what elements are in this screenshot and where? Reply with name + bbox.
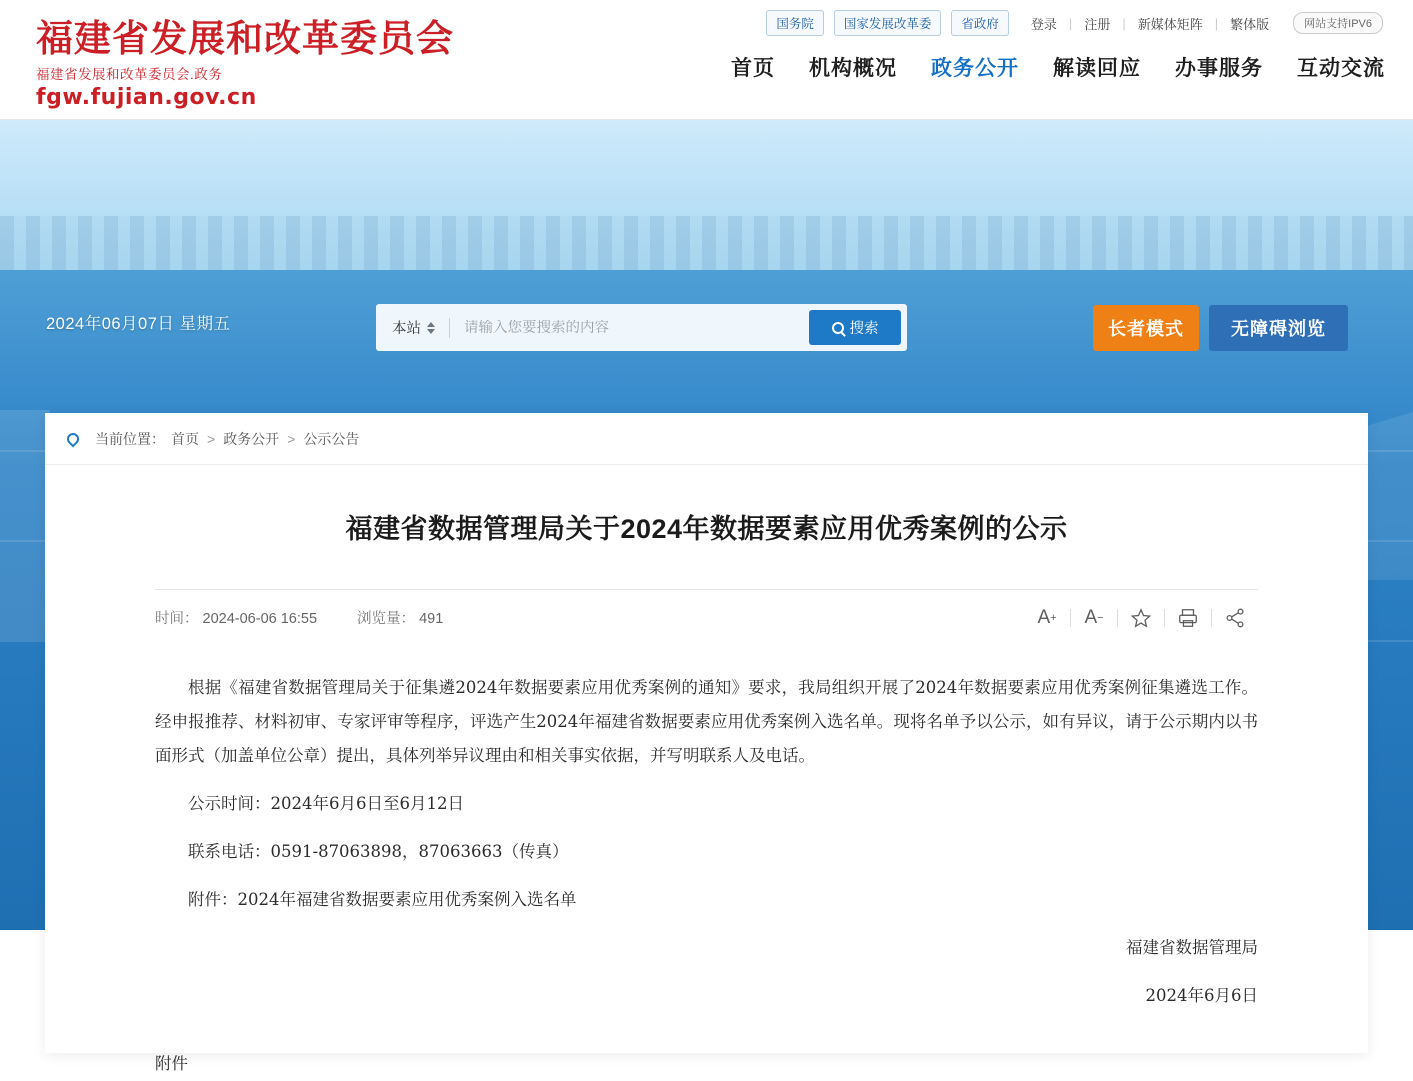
article [45,509,1368,1081]
share-button[interactable] [1212,603,1258,633]
article-body [155,671,1258,1081]
media-matrix-link[interactable]: 新媒体矩阵 [1137,16,1203,32]
traditional-chinese-link[interactable]: 繁体版 [1230,16,1270,32]
divider: | [1068,15,1073,31]
view-count-value: 491 [419,611,444,627]
breadcrumb-item-announcements[interactable]: 公示公告 [303,430,360,447]
page-title: 福建省数据管理局关于2024年数据要素应用优秀案例的公示 [345,514,1068,544]
attachment-heading: 附件 [155,1054,188,1073]
article-paragraph: 根据《福建省数据管理局关于征集遴2024年数据要素应用优秀案例的通知》要求，我局组织开展了2024年数据要素应用优秀案例征集遴选工作。经申报推荐、材料初审、专家评审等程序，评选产生2024年福建省数据要素应用优秀案例入选名单。现将名单予以公示，如有异议，请于公示期内以书面形式（加盖单位公章）提出，具体列举异议理由和相关事实依据，并写明联系人及电话。 [155,678,1258,765]
font-increase-button[interactable]: A + [1037,606,1057,628]
print-button[interactable] [1165,603,1211,633]
printer-icon [1177,607,1199,629]
article-paragraph: 公示时间：2024年6月6日至6月12日 [188,794,464,813]
nav-item-services[interactable]: 办事服务 [1175,57,1263,80]
article-sign-date: 2024年6月6日 [1145,986,1258,1005]
link-guowuyuan[interactable]: 国务院 [766,10,824,36]
nav-item-organization[interactable]: 机构概况 [809,57,897,80]
register-link[interactable]: 注册 [1084,16,1111,32]
view-count [357,607,443,628]
article-meta-left [155,607,443,628]
search-bar [376,304,907,351]
search-scope-selector[interactable] [376,317,449,338]
font-decrease-button[interactable]: A − [1084,606,1104,628]
main-navigation [731,52,1385,82]
breadcrumb [45,413,1368,465]
publish-time-value: 2024-06-06 16:55 [202,611,318,627]
breadcrumb-item-home[interactable]: 首页 [171,430,199,447]
site-header [0,0,1413,120]
location-pin-icon [65,430,82,447]
search-button[interactable] [809,310,901,345]
accessibility-button[interactable]: 无障碍浏览 [1209,305,1348,351]
chevron-updown-icon [427,322,435,334]
breadcrumb-separator: > [207,430,216,447]
logo-title: 福建省发展和改革委员会 [36,16,454,60]
article-meta [155,589,1258,645]
share-icon [1224,607,1246,629]
elder-mode-button[interactable]: 长者模式 [1093,305,1199,351]
link-ndrc[interactable]: 国家发展改革委 [834,10,942,36]
top-utility-links [766,10,1383,36]
search-input[interactable] [450,320,809,336]
breadcrumb-label: 当前位置： [95,430,165,447]
nav-item-home[interactable]: 首页 [731,57,775,80]
hero-banner [0,120,1413,1073]
publish-time-label: 时间： [155,611,199,627]
view-count-label: 浏览量： [357,611,416,627]
publish-time [155,607,317,628]
login-link[interactable]: 登录 [1030,16,1057,32]
search-icon [832,322,844,334]
favorite-button[interactable] [1118,603,1164,633]
link-provincial-gov[interactable]: 省政府 [951,10,1009,36]
search-scope-label: 本站 [392,321,421,337]
ipv6-badge: 网站支持IPV6 [1293,12,1383,34]
search-button-label: 搜索 [849,321,879,337]
article-attachment-line: 附件：2024年福建省数据要素应用优秀案例入选名单 [188,890,577,909]
content-card [45,413,1368,1073]
breadcrumb-separator: > [287,430,296,447]
site-logo[interactable] [36,16,454,110]
article-paragraph: 联系电话：0591-87063898，87063663（传真） [188,842,569,861]
star-icon [1130,607,1152,629]
nav-item-interaction[interactable]: 互动交流 [1297,57,1385,80]
article-signature: 福建省数据管理局 [1126,938,1258,957]
article-tools [1024,603,1258,633]
current-date: 2024年06月07日 星期五 [46,315,231,333]
logo-url: fgw.fujian.gov.cn [36,85,257,110]
banner-left-buildings [0,410,50,640]
divider: | [1122,15,1126,31]
nav-item-government-affairs[interactable]: 政务公开 [931,57,1019,80]
nav-item-interpretation[interactable]: 解读回应 [1053,57,1141,80]
divider: | [1214,15,1219,31]
logo-subtitle: 福建省发展和改革委员会.政务 [36,67,223,82]
breadcrumb-item-government-affairs[interactable]: 政务公开 [223,430,280,447]
banner-skyline [0,216,1413,276]
